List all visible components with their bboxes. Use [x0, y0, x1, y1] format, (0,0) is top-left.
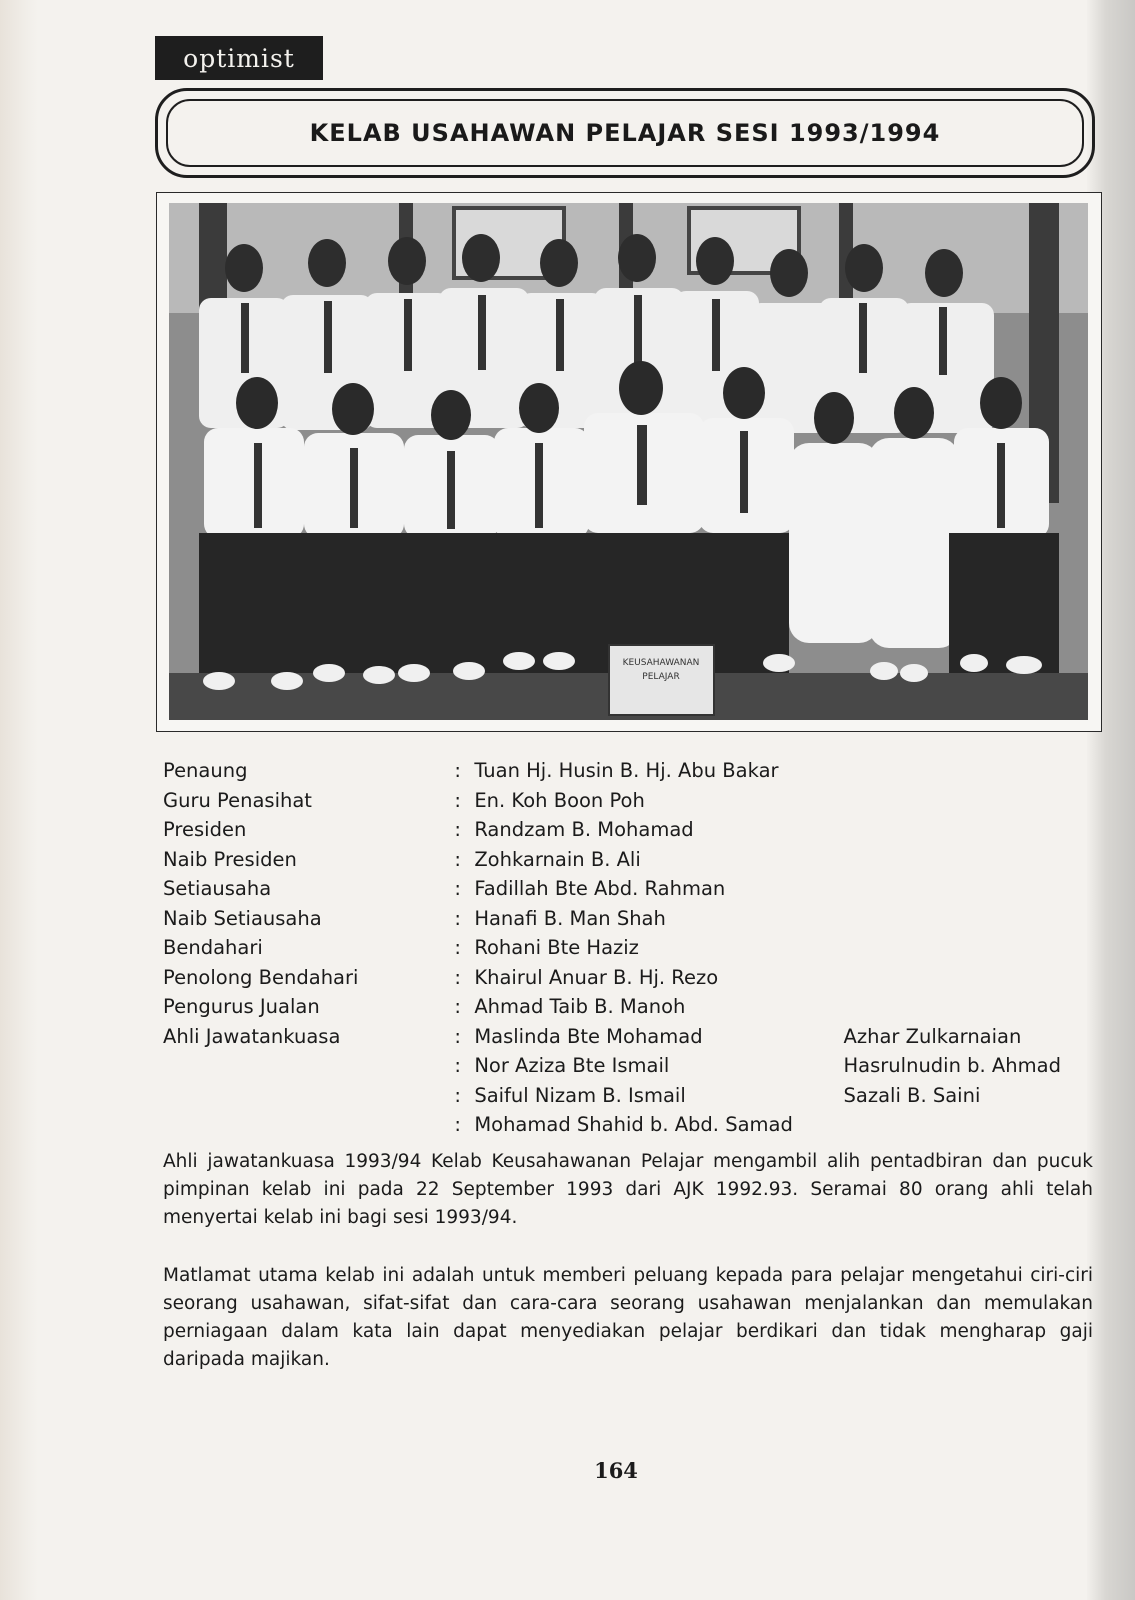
officer-row — [163, 1110, 1083, 1140]
officer-row — [163, 992, 1083, 1022]
title-frame — [155, 88, 1095, 178]
page-number: 164 — [594, 1458, 638, 1483]
officer-row — [163, 874, 1083, 904]
section-tag — [155, 36, 323, 80]
officer-role: Bendahari — [163, 936, 263, 959]
officer-name-col2 — [844, 904, 1083, 934]
officer-row — [163, 815, 1083, 845]
officer-name-col2 — [844, 815, 1083, 845]
paragraph-2: Matlamat utama kelab ini adalah untuk memberi peluang kepada para pelajar mengetahui ciri-ciri seorang usahawan, sifat-sifat dan cara-cara seorang usahawan menjalankan dan memulakan perniagaan dalam kata lain dapat menyediakan pelajar berdikari dan tidak mengharap gaji daripada majikan. — [163, 1265, 1093, 1370]
officer-role: Penaung — [163, 759, 248, 782]
officer-row — [163, 904, 1083, 934]
officer-role: Presiden — [163, 818, 247, 841]
officer-role: Naib Setiausaha — [163, 906, 322, 930]
group-photo-image — [169, 203, 1088, 720]
officer-colon: : — [454, 1054, 461, 1077]
officer-row — [163, 1081, 1083, 1111]
officer-colon: : — [454, 936, 461, 959]
officer-role — [163, 1110, 454, 1140]
officer-name: Randzam B. Mohamad — [474, 818, 694, 841]
officer-name-col2 — [844, 963, 1083, 993]
officer-role: Guru Penasihat — [163, 788, 312, 812]
officer-colon: : — [454, 965, 461, 989]
section-tag-label: optimist — [183, 43, 295, 73]
officer-row — [163, 845, 1083, 875]
title-frame-inner — [166, 99, 1084, 167]
officer-name: Saiful Nizam B. Ismail — [474, 1083, 686, 1107]
officer-role: Penolong Bendahari — [163, 965, 359, 989]
officer-name: Zohkarnain B. Ali — [474, 847, 641, 871]
officer-role — [163, 1051, 454, 1081]
officer-colon: : — [454, 1024, 461, 1048]
officer-colon: : — [454, 995, 461, 1018]
officer-colon: : — [454, 818, 461, 841]
placard-line-1: KEUSAHAWANAN — [622, 658, 700, 668]
officer-name-col2 — [844, 786, 1083, 816]
officers-list — [163, 756, 1083, 1140]
officer-name-col2: Azhar Zulkarnaian — [843, 1024, 1022, 1048]
officer-name: Nor Aziza Bte Ismail — [474, 1054, 670, 1077]
officer-name: Tuan Hj. Husin B. Hj. Abu Bakar — [474, 759, 779, 782]
officer-row — [163, 1022, 1083, 1052]
officer-name: Maslinda Bte Mohamad — [474, 1024, 703, 1048]
paragraph-1: Ahli jawatankuasa 1993/94 Kelab Keusahawanan Pelajar mengambil alih pentadbiran dan pucuk pimpinan kelab ini pada 22 September 1993 dari AJK 1992.93. Seramai 80 orang ahli telah menyertai kelab ini bagi sesi 1993/94. — [163, 1151, 1093, 1228]
officer-name: Hanafi B. Man Shah — [474, 906, 666, 930]
group-photo — [169, 203, 1088, 720]
officer-colon: : — [454, 877, 461, 900]
officer-row — [163, 786, 1083, 816]
officer-row — [163, 963, 1083, 993]
officer-name: En. Koh Boon Poh — [474, 788, 645, 812]
placard-line-2: PELAJAR — [642, 672, 680, 682]
officer-role: Ahli Jawatankuasa — [163, 1024, 341, 1048]
officer-role: Naib Presiden — [163, 847, 297, 871]
officer-colon: : — [454, 906, 461, 930]
officer-row — [163, 1051, 1083, 1081]
page-title: KELAB USAHAWAN PELAJAR SESI 1993/1994 — [309, 119, 941, 147]
photo-frame — [156, 192, 1102, 732]
officer-name-col2 — [844, 933, 1083, 963]
officer-colon: : — [454, 1113, 461, 1136]
officer-role: Setiausaha — [163, 877, 272, 900]
officer-name-col2: Hasrulnudin b. Ahmad — [843, 1054, 1061, 1077]
officer-row — [163, 756, 1083, 786]
officer-name: Mohamad Shahid b. Abd. Samad — [474, 1113, 793, 1136]
officer-role — [163, 1081, 454, 1111]
officer-colon: : — [454, 759, 461, 782]
officer-colon: : — [454, 847, 461, 871]
officer-name: Rohani Bte Haziz — [474, 936, 639, 959]
officer-row — [163, 933, 1083, 963]
officer-colon: : — [454, 1083, 461, 1107]
officer-role: Pengurus Jualan — [163, 995, 320, 1018]
officer-name-col2 — [844, 992, 1083, 1022]
officer-name-col2: Sazali B. Saini — [843, 1083, 981, 1107]
officer-name-col2 — [844, 1110, 1083, 1140]
officer-name: Fadillah Bte Abd. Rahman — [474, 877, 726, 900]
officer-name-col2 — [844, 756, 1083, 786]
officer-name: Ahmad Taib B. Manoh — [474, 995, 686, 1018]
officer-name-col2 — [844, 845, 1083, 875]
officer-colon: : — [454, 788, 461, 812]
officer-name: Khairul Anuar B. Hj. Rezo — [474, 965, 719, 989]
back-row — [199, 288, 994, 433]
page-gutter — [0, 0, 38, 1600]
officer-name-col2 — [844, 874, 1083, 904]
